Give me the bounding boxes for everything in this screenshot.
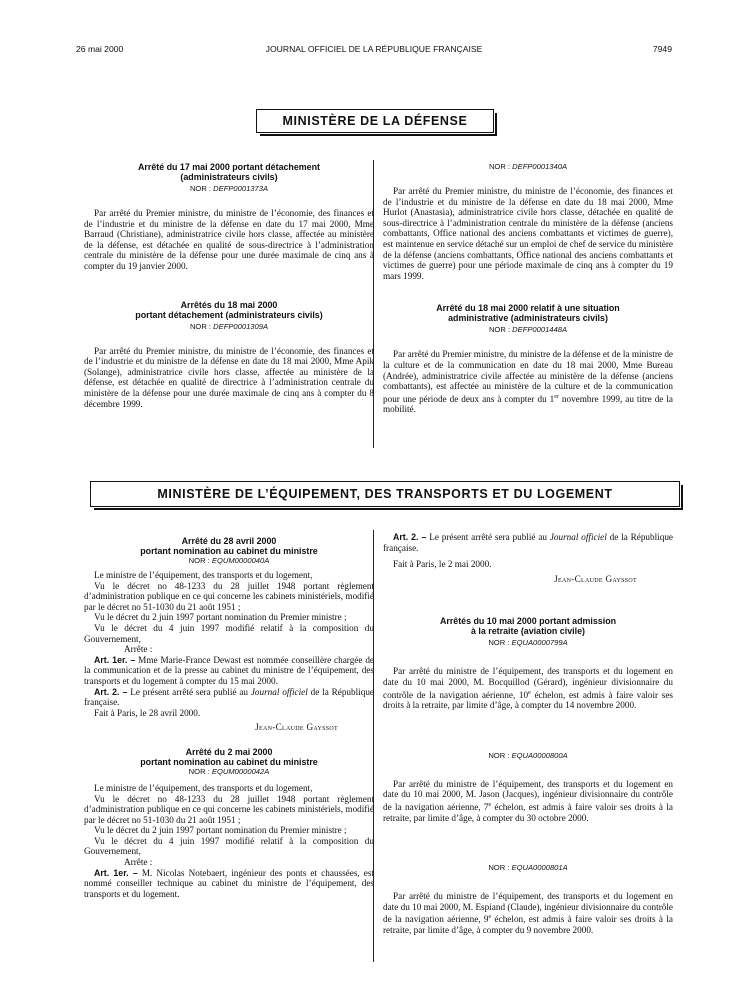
page-header [76,44,672,58]
ministry-equipment-heading: MINISTÈRE DE L’ÉQUIPEMENT, DES TRANSPORTS ET DU LOGEMENT [90,481,680,507]
decree-body: Par arrêté du Premier ministre, du ministre de l’économie, des finances et de l’industrie et du ministre de la défense en date du 18 mai 2000, Mme Hurlot (Anastasia), administratrice civile hors classe, détachée en qualité de sous-directrice à l’administration centrale du ministère de la défense (anciens combattants, Office national des anciens combattants et victimes de guerre), est maintenue en service détaché sur un emploi de chef de service du ministère de la défense (anciens combattants, Office national des anciens combattants et victimes de guerre) pour une période maximale de cinq ans à compter du 19 mars 1999. [383,186,673,281]
decree-body: Par arrêté du ministre de l’équipement, des transports et du logement en date du 10 mai 2000, M. Bocquillod (Gérard), ingénieur divisionnaire du contrôle de la navigation aérienne, 10e échelon, est admis à faire valoir ses droits à la retraite, par limite d’âge, à compter du 14 novembre 2000. [383,666,674,711]
article: Art. 1er. – Mme Marie-France Dewast est nommée conseillère chargée de la communication et de la presse au cabinet du ministre de l’équipement, des transports et du logement à compter du 15 mai 2000. [84,654,374,686]
ministry-defense-heading: MINISTÈRE DE LA DÉFENSE [256,109,494,133]
decree-line: Vu le décret du 2 juin 1997 portant nomination du Premier ministre ; [94,612,347,623]
decree-fait: Fait à Paris, le 2 mai 2000. [393,559,492,570]
decree-title: Arrêtés du 10 mai 2000 portant admission à la retraite (aviation civile) [439,616,617,637]
nor-reference: NOR : DEFP0001373A [189,184,269,193]
decree-fait: Fait à Paris, le 28 avril 2000. [94,707,201,718]
decree-body: Par arrêté du Premier ministre, du ministre de la défense et de la ministre de la culture et de la communication en date du 18 mai 2000, Mme Bureau (Andrée), administratrice civile affectée au ministère de la défense (anciens combattants), est affectée au ministère de la culture et de la communication pour une période de deux ans à compter du 1er novembre 1999, au titre de la mobilité. [383,349,673,415]
journal-title: JOURNAL OFFICIEL DE LA RÉPUBLIQUE FRANÇAISE [265,44,483,54]
decree-line: Le ministre de l’équipement, des transports et du logement, [94,782,313,793]
nor-reference: NOR : DEFP0001309A [189,321,269,331]
decree-line: Le ministre de l’équipement, des transports et du logement, [94,570,313,580]
issue-date: 26 mai 2000 [76,44,124,54]
decree-line: Vu le décret du 2 juin 1997 portant nomination du Premier ministre ; [94,825,347,836]
nor-reference: NOR : DEFP0001340A [488,162,568,171]
article: Art. 2. – Le présent arrêté sera publié au Journal officiel de la République française. [84,686,374,708]
nor-reference: NOR : EQUA0000800A [488,750,568,760]
decree-arrete: Arrête : [124,857,153,868]
decree-title: Arrêté du 2 mai 2000 portant nomination au cabinet du ministre [140,746,318,767]
defense-left-column [84,162,374,409]
decree-body: Par arrêté du Premier ministre, du ministre de l’économie, des finances et de l’industrie et du ministre de la défense en date du 18 mai 2000, Mme Apik (Solange), administratrice civile hors classe, affectée au ministère de la défense, est détachée en qualité de directrice à l’administration centrale du ministère de la défense pour une durée maximale de cinq ans à compter du 8 décembre 1999. [84,345,374,409]
page-number: 7949 [652,44,672,54]
nor-reference: NOR : EQUA0000801A [488,863,568,873]
equipment-left-column [84,536,374,899]
signature: Jean-Claude Gayssot [554,573,637,584]
decree-arrete: Arrête : [124,644,153,655]
decree-title: Arrêté du 17 mai 2000 portant détachement (administrateurs civils) [138,162,320,182]
nor-reference: NOR : EQUM0000042A [188,766,270,776]
article: Art. 1er. – M. Nicolas Notebaert, ingénieur des ponts et chaussées, est nommé conseiller technique au cabinet du ministre de l’équipement, des transports et du logement. [84,867,375,899]
nor-reference: NOR : EQUA0000799A [488,638,568,648]
nor-reference: NOR : DEFP0001448A [488,325,568,335]
decree-line: Vu le décret du 4 juin 1997 modifié relatif à la composition du Gouvernement, [84,622,374,644]
nor-reference: NOR : EQUM0000040A [188,556,270,565]
decree-body: Par arrêté du ministre de l’équipement, des transports et du logement en date du 10 mai 2000, M. Jason (Jacques), ingénieur divisionnaire du contrôle de la navigation aérienne, 7e échelon, est admis à faire valoir ses droits à la retraite, par limite d’âge, à compter du 30 octobre 2000. [383,778,674,823]
decree-body: Par arrêté du ministre de l’équipement, des transports et du logement en date du 10 mai 2000, M. Espiand (Claude), ingénieur divisionnaire du contrôle de la navigation aérienne, 9e échelon, est admis à faire valoir ses droits à la retraite, par limite d’âge, à compter du 9 novembre 2000. [383,891,674,936]
defense-right-column [383,160,673,415]
decree-line: Vu le décret no 48-1233 du 28 juillet 1948 portant règlement d’administration publique en ce qui concerne les cabinets ministériels, modifié par le décret no 51-1030 du 21 août 1951 ; [84,793,374,825]
decree-line: Vu le décret du 4 juin 1997 modifié relatif à la composition du Gouvernement, [84,835,374,857]
decree-body: Par arrêté du Premier ministre, du ministre de l’économie, des finances et de l’industrie et du ministre de la défense en date du 17 mai 2000, Mme Barraud (Christiane), administratrice civile hors classe, affectée au ministère de la défense, est détachée en qualité de sous-directrice à l’administration centrale du ministère de la défense pour une durée maximale de cinq ans à compter du 19 janvier 2000. [84,208,374,271]
decree-title: Arrêtés du 18 mai 2000 portant détachement (administrateurs civils) [135,299,323,320]
article: Art. 2. – Le présent arrêté sera publié au Journal officiel de la République française. [383,532,673,553]
signature: Jean-Claude Gayssot [255,722,338,733]
decree-title: Arrêté du 28 avril 2000 portant nomination au cabinet du ministre [140,536,318,556]
decree-line: Vu le décret no 48-1233 du 28 juillet 1948 portant règlement d’administration publique en ce qui concerne les cabinets ministériels, modifié par le décret no 51-1030 du 21 août 1951 ; [84,580,374,612]
equipment-right-column [383,532,673,936]
decree-title: Arrêté du 18 mai 2000 relatif à une situation administrative (administrateurs civils) [436,303,620,324]
